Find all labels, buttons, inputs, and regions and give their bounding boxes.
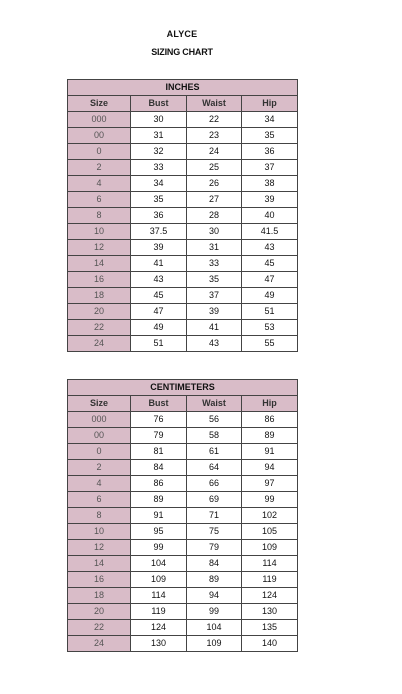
size-cell: 2 xyxy=(68,460,131,476)
unit-header-row xyxy=(68,380,298,396)
bust-cell: 84 xyxy=(131,460,187,476)
hip-cell: 135 xyxy=(242,620,298,636)
hip-cell: 43 xyxy=(242,240,298,256)
waist-cell: 23 xyxy=(187,128,242,144)
table-row xyxy=(68,460,298,476)
size-cell: 6 xyxy=(68,492,131,508)
table-row xyxy=(68,540,298,556)
hip-cell: 124 xyxy=(242,588,298,604)
table-row xyxy=(68,272,298,288)
size-cell: 8 xyxy=(68,208,131,224)
size-cell: 000 xyxy=(68,412,131,428)
size-cell: 22 xyxy=(68,620,131,636)
hip-cell: 114 xyxy=(242,556,298,572)
size-cell: 20 xyxy=(68,604,131,620)
bust-cell: 81 xyxy=(131,444,187,460)
waist-cell: 75 xyxy=(187,524,242,540)
bust-cell: 86 xyxy=(131,476,187,492)
table-row xyxy=(68,224,298,240)
hip-cell: 102 xyxy=(242,508,298,524)
bust-cell: 99 xyxy=(131,540,187,556)
size-cell: 12 xyxy=(68,240,131,256)
bust-cell: 119 xyxy=(131,604,187,620)
waist-cell: 109 xyxy=(187,636,242,652)
waist-cell: 25 xyxy=(187,160,242,176)
column-header-row xyxy=(68,396,298,412)
table-row xyxy=(68,428,298,444)
waist-cell: 26 xyxy=(187,176,242,192)
bust-cell: 49 xyxy=(131,320,187,336)
waist-cell: 99 xyxy=(187,604,242,620)
size-cell: 10 xyxy=(68,524,131,540)
bust-cell: 35 xyxy=(131,192,187,208)
table-row xyxy=(68,144,298,160)
size-cell: 000 xyxy=(68,112,131,128)
table-row xyxy=(68,208,298,224)
size-cell: 20 xyxy=(68,304,131,320)
bust-cell: 34 xyxy=(131,176,187,192)
table-row xyxy=(68,288,298,304)
bust-cell: 47 xyxy=(131,304,187,320)
hip-cell: 47 xyxy=(242,272,298,288)
table-row xyxy=(68,112,298,128)
size-cell: 24 xyxy=(68,636,131,652)
hip-cell: 53 xyxy=(242,320,298,336)
size-cell: 22 xyxy=(68,320,131,336)
bust-cell: 39 xyxy=(131,240,187,256)
size-cell: 4 xyxy=(68,476,131,492)
hip-cell: 89 xyxy=(242,428,298,444)
size-cell: 2 xyxy=(68,160,131,176)
size-cell: 0 xyxy=(68,144,131,160)
hip-cell: 91 xyxy=(242,444,298,460)
bust-cell: 45 xyxy=(131,288,187,304)
column-header-size: Size xyxy=(68,96,131,112)
waist-cell: 43 xyxy=(187,336,242,352)
size-cell: 14 xyxy=(68,256,131,272)
table-row xyxy=(68,320,298,336)
column-header-waist: Waist xyxy=(187,396,242,412)
waist-cell: 61 xyxy=(187,444,242,460)
waist-cell: 28 xyxy=(187,208,242,224)
bust-cell: 130 xyxy=(131,636,187,652)
waist-cell: 24 xyxy=(187,144,242,160)
table-row xyxy=(68,556,298,572)
bust-cell: 31 xyxy=(131,128,187,144)
bust-cell: 41 xyxy=(131,256,187,272)
bust-cell: 114 xyxy=(131,588,187,604)
hip-cell: 35 xyxy=(242,128,298,144)
column-header-row xyxy=(68,96,298,112)
hip-cell: 130 xyxy=(242,604,298,620)
waist-cell: 41 xyxy=(187,320,242,336)
bust-cell: 33 xyxy=(131,160,187,176)
hip-cell: 40 xyxy=(242,208,298,224)
column-header-waist: Waist xyxy=(187,96,242,112)
waist-cell: 31 xyxy=(187,240,242,256)
table-row xyxy=(68,636,298,652)
size-cell: 16 xyxy=(68,572,131,588)
hip-cell: 99 xyxy=(242,492,298,508)
bust-cell: 104 xyxy=(131,556,187,572)
size-cell: 24 xyxy=(68,336,131,352)
hip-cell: 37 xyxy=(242,160,298,176)
hip-cell: 49 xyxy=(242,288,298,304)
size-cell: 10 xyxy=(68,224,131,240)
table-row xyxy=(68,524,298,540)
column-header-size: Size xyxy=(68,396,131,412)
waist-cell: 79 xyxy=(187,540,242,556)
hip-cell: 36 xyxy=(242,144,298,160)
bust-cell: 32 xyxy=(131,144,187,160)
table-row xyxy=(68,588,298,604)
size-cell: 16 xyxy=(68,272,131,288)
size-cell: 0 xyxy=(68,444,131,460)
size-cell: 8 xyxy=(68,508,131,524)
column-header-bust: Bust xyxy=(131,96,187,112)
table-row xyxy=(68,256,298,272)
bust-cell: 37.5 xyxy=(131,224,187,240)
waist-cell: 71 xyxy=(187,508,242,524)
bust-cell: 109 xyxy=(131,572,187,588)
centimeters-table-body xyxy=(68,412,298,652)
unit-header-row xyxy=(68,80,298,96)
hip-cell: 41.5 xyxy=(242,224,298,240)
waist-cell: 58 xyxy=(187,428,242,444)
page-title: SIZING CHART xyxy=(151,47,213,57)
bust-cell: 124 xyxy=(131,620,187,636)
bust-cell: 36 xyxy=(131,208,187,224)
table-row xyxy=(68,128,298,144)
size-cell: 12 xyxy=(68,540,131,556)
hip-cell: 105 xyxy=(242,524,298,540)
centimeters-size-table xyxy=(67,379,298,652)
table-row xyxy=(68,508,298,524)
waist-cell: 22 xyxy=(187,112,242,128)
waist-cell: 94 xyxy=(187,588,242,604)
waist-cell: 64 xyxy=(187,460,242,476)
size-cell: 4 xyxy=(68,176,131,192)
waist-cell: 69 xyxy=(187,492,242,508)
bust-cell: 79 xyxy=(131,428,187,444)
hip-cell: 34 xyxy=(242,112,298,128)
column-header-hip: Hip xyxy=(242,96,298,112)
hip-cell: 94 xyxy=(242,460,298,476)
bust-cell: 51 xyxy=(131,336,187,352)
waist-cell: 56 xyxy=(187,412,242,428)
unit-header-inches: INCHES xyxy=(68,80,298,96)
waist-cell: 84 xyxy=(187,556,242,572)
hip-cell: 38 xyxy=(242,176,298,192)
waist-cell: 30 xyxy=(187,224,242,240)
hip-cell: 51 xyxy=(242,304,298,320)
table-row xyxy=(68,476,298,492)
table-row xyxy=(68,604,298,620)
column-header-bust: Bust xyxy=(131,396,187,412)
bust-cell: 43 xyxy=(131,272,187,288)
table-row xyxy=(68,160,298,176)
bust-cell: 76 xyxy=(131,412,187,428)
bust-cell: 91 xyxy=(131,508,187,524)
hip-cell: 86 xyxy=(242,412,298,428)
inches-size-table xyxy=(67,79,298,352)
hip-cell: 97 xyxy=(242,476,298,492)
table-row xyxy=(68,336,298,352)
column-header-hip: Hip xyxy=(242,396,298,412)
size-cell: 00 xyxy=(68,128,131,144)
table-row xyxy=(68,192,298,208)
waist-cell: 104 xyxy=(187,620,242,636)
table-row xyxy=(68,176,298,192)
table-row xyxy=(68,412,298,428)
bust-cell: 89 xyxy=(131,492,187,508)
waist-cell: 27 xyxy=(187,192,242,208)
table-row xyxy=(68,304,298,320)
table-row xyxy=(68,240,298,256)
size-cell: 18 xyxy=(68,588,131,604)
waist-cell: 37 xyxy=(187,288,242,304)
hip-cell: 55 xyxy=(242,336,298,352)
waist-cell: 66 xyxy=(187,476,242,492)
size-cell: 18 xyxy=(68,288,131,304)
hip-cell: 140 xyxy=(242,636,298,652)
unit-header-centimeters: CENTIMETERS xyxy=(68,380,298,396)
table-row xyxy=(68,492,298,508)
brand-name: ALYCE xyxy=(166,29,198,39)
hip-cell: 45 xyxy=(242,256,298,272)
waist-cell: 35 xyxy=(187,272,242,288)
table-row xyxy=(68,572,298,588)
hip-cell: 119 xyxy=(242,572,298,588)
size-cell: 14 xyxy=(68,556,131,572)
size-cell: 00 xyxy=(68,428,131,444)
waist-cell: 33 xyxy=(187,256,242,272)
bust-cell: 30 xyxy=(131,112,187,128)
hip-cell: 39 xyxy=(242,192,298,208)
inches-table-body xyxy=(68,112,298,352)
bust-cell: 95 xyxy=(131,524,187,540)
waist-cell: 39 xyxy=(187,304,242,320)
hip-cell: 109 xyxy=(242,540,298,556)
table-row xyxy=(68,444,298,460)
size-cell: 6 xyxy=(68,192,131,208)
waist-cell: 89 xyxy=(187,572,242,588)
table-row xyxy=(68,620,298,636)
